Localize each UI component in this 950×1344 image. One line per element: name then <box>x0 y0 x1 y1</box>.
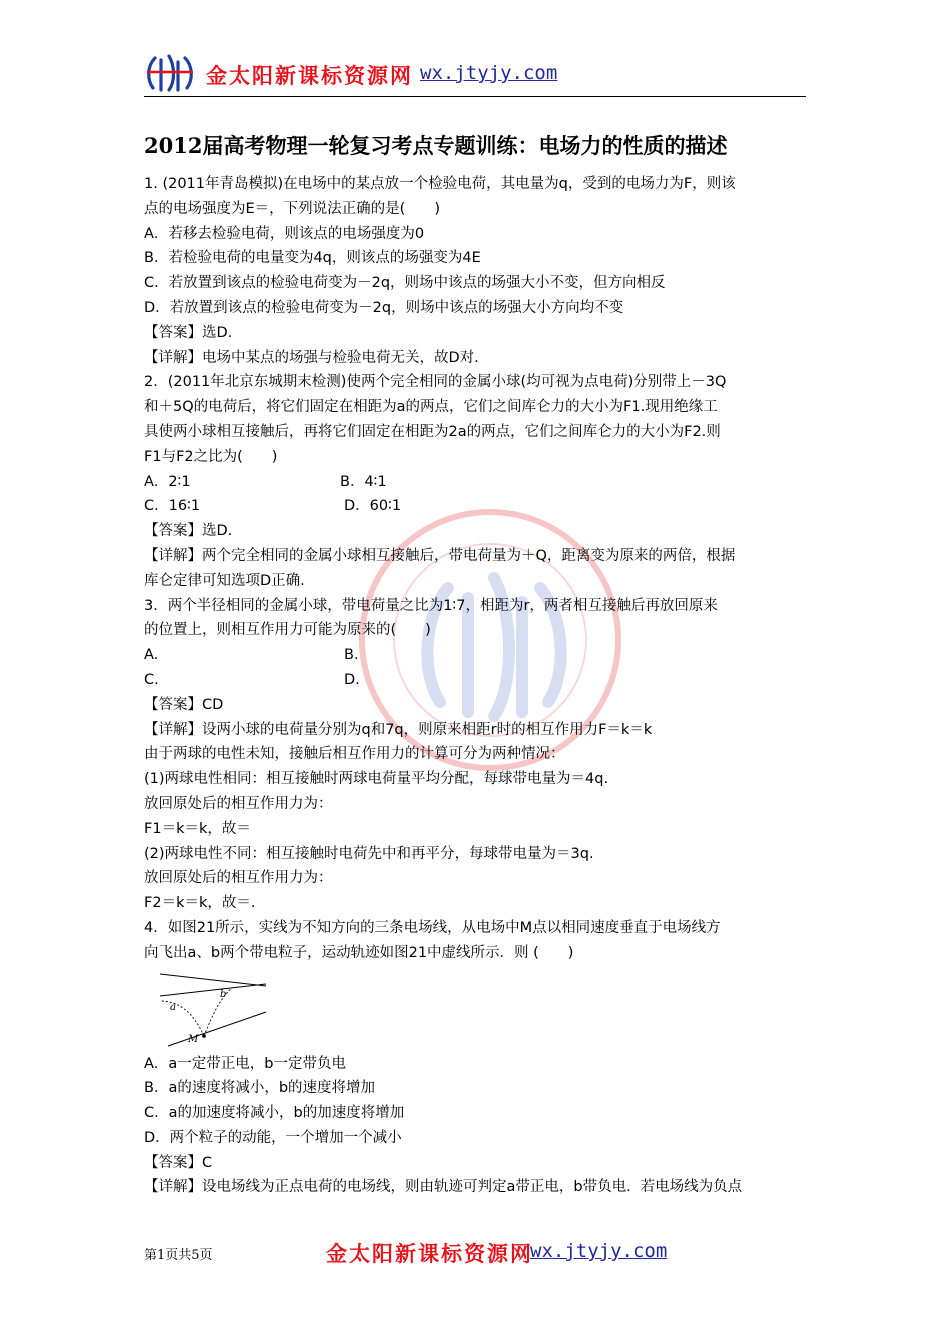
q2-q3-text <box>144 519 806 643</box>
text-line: 由于两球的电性未知，接触后相互作用力的计算可分为两种情况： <box>144 746 565 763</box>
text-line: 【答案】CD <box>144 696 224 713</box>
text-line: 的位置上，则相互作用力可能为原来的( ) <box>144 622 431 639</box>
q2-option-b: B．4∶1 <box>340 473 387 490</box>
text-line: 1. (2011年青岛模拟)在电场中的某点放一个检验电荷，其电量为q，受到的电场力为F，则该 <box>144 176 736 192</box>
document-body <box>144 172 806 1200</box>
page-number: 第1页共5页 <box>144 1248 213 1263</box>
text-line: 【详解】两个完全相同的金属小球相互接触后，带电荷量为＋Q，距离变为原来的两倍，根据 <box>144 547 736 564</box>
text-line: 和＋5Q的电荷后，将它们固定在相距为a的两点，它们之间库仑力的大小为F1.现用绝缘工 <box>144 399 718 416</box>
text-line: 4．如图21所示，实线为不知方向的三条电场线，从电场中M点以相同速度垂直于电场线方 <box>144 919 721 936</box>
text-line: B．a的速度将减小，b的速度将增加 <box>144 1080 376 1097</box>
text-line: 放回原处后的相互作用力为： <box>144 870 333 887</box>
header-divider <box>144 96 806 97</box>
text-line: F2＝k＝k，故＝. <box>144 895 256 912</box>
q2-option-c: C．16∶1 <box>144 498 201 515</box>
q2-option-d: D．60∶1 <box>344 498 402 515</box>
figure-label-m: M <box>188 1033 199 1045</box>
q4-options-text <box>144 1052 806 1201</box>
text-line: 点的电场强度为E＝，下列说法正确的是( ) <box>144 200 440 217</box>
footer-url-link[interactable]: wx.jtyjy.com <box>530 1240 668 1262</box>
q3-options-row-2 <box>144 668 806 693</box>
q2-options-row-1 <box>144 470 806 495</box>
q3-option-d: D. <box>344 671 360 688</box>
text-line: 【答案】选D. <box>144 324 233 341</box>
header-brand: 金太阳新课标资源网 <box>206 63 413 88</box>
text-line: 【详解】设两小球的电荷量分别为q和7q，则原来相距r时的相互作用力F＝k＝k <box>144 721 653 738</box>
figure-label-b: b <box>220 988 227 1000</box>
q3-option-c: C. <box>144 671 159 688</box>
figure-21-container <box>144 966 806 1052</box>
q3-q4-text <box>144 693 806 966</box>
text-line: 【详解】电场中某点的场强与检验电荷无关，故D对. <box>144 349 479 366</box>
q2-option-a: A．2∶1 <box>144 473 191 490</box>
text-line: F1＝k＝k，故＝ <box>144 820 251 837</box>
text-line: 向飞出a、b两个带电粒子，运动轨迹如图21中虚线所示．则 ( ) <box>144 944 574 961</box>
header-url-link[interactable]: wx.jtyjy.com <box>420 62 558 84</box>
text-line: D．若放置到该点的检验电荷变为－2q，则场中该点的场强大小方向均不变 <box>144 299 624 316</box>
figure-label-a: a <box>170 1001 176 1013</box>
page-footer <box>144 1236 806 1266</box>
text-line: (2)两球电性不同：相互接触时电荷先中和再平分，每球带电量为＝3q. <box>144 845 594 862</box>
text-line: D．两个粒子的动能，一个增加一个减小 <box>144 1129 402 1146</box>
q3-option-a: A. <box>144 647 159 664</box>
text-line: 库仑定律可知选项D正确. <box>144 572 305 589</box>
text-line: 【详解】设电场线为正点电荷的电场线，则由轨迹可判定a带正电，b带负电．若电场线为负点 <box>144 1179 743 1196</box>
text-line: 2．(2011年北京东城期末检测)使两个完全相同的金属小球(均可视为点电荷)分别带上－3Q <box>144 374 727 391</box>
q3-options-row-1 <box>144 643 806 668</box>
text-line: F1与F2之比为( ) <box>144 448 278 465</box>
text-line: C．若放置到该点的检验电荷变为－2q，则场中该点的场强大小不变，但方向相反 <box>144 275 666 292</box>
text-line: A．a一定带正电，b一定带负电 <box>144 1055 347 1072</box>
text-line: 【答案】C <box>144 1154 213 1171</box>
figure-21-diagram <box>158 970 268 1050</box>
text-line: B．若检验电荷的电量变为4q，则该点的场强变为4E <box>144 250 481 267</box>
page-header <box>144 50 806 98</box>
text-line: C．a的加速度将减小，b的加速度将增加 <box>144 1105 405 1122</box>
text-line: 具使两小球相互接触后，再将它们固定在相距为2a的两点，它们之间库仑力的大小为F2.则 <box>144 423 721 440</box>
jtyjy-logo-icon <box>144 50 196 94</box>
footer-brand: 金太阳新课标资源网 <box>326 1241 533 1266</box>
text-line: 3．两个半径相同的金属小球，带电荷量之比为1∶7，相距为r，两者相互接触后再放回原来 <box>144 597 718 614</box>
q2-options-row-2 <box>144 494 806 519</box>
text-line: A．若移去检验电荷，则该点的电场强度为0 <box>144 225 425 242</box>
text-line: 放回原处后的相互作用力为： <box>144 795 333 812</box>
page-title: 2012届高考物理一轮复习考点专题训练：电场力的性质的描述 <box>144 133 728 158</box>
text-line: 【答案】选D. <box>144 523 233 540</box>
text-line: (1)两球电性相同：相互接触时两球电荷量平均分配，每球带电量为＝4q. <box>144 771 609 788</box>
q1-q2-text <box>144 172 806 470</box>
q3-option-b: B. <box>344 647 359 664</box>
